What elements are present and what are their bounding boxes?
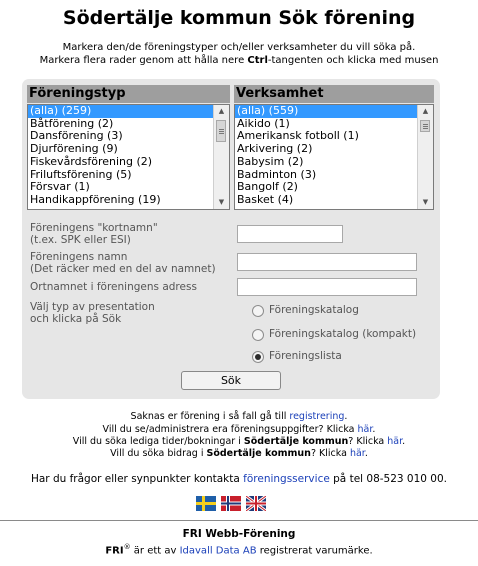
foreningstyp-items bbox=[28, 105, 229, 207]
verksamhet-option[interactable]: Bangolf (2) bbox=[237, 180, 298, 194]
administrate-link[interactable]: här bbox=[357, 424, 373, 435]
instruction-text: Markera flera rader genom att hålla nere bbox=[39, 55, 248, 66]
radio-label: Föreningskatalog (kompakt) bbox=[269, 328, 417, 340]
foreningstyp-listbox[interactable] bbox=[27, 104, 230, 210]
radio-label: Föreningskatalog bbox=[269, 304, 359, 316]
info-text: Vill du söka bidrag i bbox=[110, 448, 207, 459]
grip-icon bbox=[219, 133, 224, 134]
info-text: Vill du se/administrera era föreningsuppgifter? Klicka bbox=[102, 424, 358, 435]
kortnamn-hint: (t.ex. SPK eller ESI) bbox=[30, 234, 131, 246]
foreningstyp-option[interactable]: Båtförening (2) bbox=[30, 116, 114, 130]
grip-icon bbox=[219, 131, 224, 132]
verksamhet-header: Verksamhet bbox=[234, 85, 434, 103]
namn-hint: (Det räcker med en del av namnet) bbox=[30, 263, 216, 275]
radio-button[interactable] bbox=[252, 305, 264, 317]
info-text: Saknas er förening i så fall gå till bbox=[130, 411, 290, 422]
scroll-up-icon[interactable]: ▲ bbox=[218, 107, 225, 115]
kortnamn-input[interactable] bbox=[237, 225, 343, 243]
namn-input[interactable] bbox=[237, 253, 417, 271]
verksamhet-items bbox=[235, 105, 433, 207]
scroll-thumb[interactable] bbox=[420, 120, 430, 132]
grip-icon bbox=[219, 129, 224, 130]
footer-divider bbox=[0, 520, 478, 521]
info-text: ? Klicka bbox=[348, 436, 388, 447]
footer-trademark bbox=[0, 543, 478, 556]
trademark-text: är ett av bbox=[130, 545, 180, 557]
grip-icon bbox=[423, 126, 428, 127]
scroll-down-icon[interactable]: ▼ bbox=[422, 198, 429, 206]
contact-line bbox=[0, 473, 478, 485]
verksamhet-option[interactable]: Babysim (2) bbox=[237, 154, 304, 168]
info-text: . bbox=[402, 436, 406, 447]
contact-text: Har du frågor eller synpunkter kontakta bbox=[30, 473, 244, 485]
verksamhet-option[interactable]: Arkivering (2) bbox=[237, 142, 313, 156]
instruction-line-1: Markera den/de föreningstyper och/eller verksamheter du vill söka på. bbox=[62, 42, 416, 53]
presentation-label-line: Välj typ av presentation bbox=[30, 301, 155, 313]
instruction-text: -tangenten och klicka med musen bbox=[267, 55, 439, 66]
verksamhet-option[interactable]: Basket (4) bbox=[237, 192, 294, 206]
scroll-up-icon[interactable]: ▲ bbox=[422, 107, 429, 115]
info-text: . bbox=[344, 411, 348, 422]
verksamhet-option[interactable]: Aikido (1) bbox=[237, 116, 290, 130]
foreningstyp-header: Föreningstyp bbox=[27, 85, 230, 103]
info-text: ? Klicka bbox=[310, 448, 350, 459]
info-booking bbox=[0, 436, 478, 447]
verksamhet-option[interactable]: (alla) (559) bbox=[235, 105, 433, 118]
contact-text: på tel 08-523 010 00. bbox=[329, 473, 448, 485]
booking-link[interactable]: här bbox=[387, 436, 403, 447]
foreningstyp-option[interactable]: Fiskevårdsförening (2) bbox=[30, 154, 153, 168]
foreningstyp-option[interactable]: Djurförening (9) bbox=[30, 142, 118, 156]
radio-button[interactable] bbox=[252, 329, 264, 341]
grip-icon bbox=[423, 124, 428, 125]
verksamhet-listbox[interactable] bbox=[234, 104, 434, 210]
foreningstyp-scrollbar[interactable] bbox=[213, 105, 229, 209]
info-text: . bbox=[364, 448, 368, 459]
foreningstyp-option[interactable]: (alla) (259) bbox=[28, 105, 229, 118]
swedish-flag-icon[interactable] bbox=[196, 496, 216, 511]
verksamhet-scrollbar[interactable] bbox=[417, 105, 433, 209]
foreningstyp-option[interactable]: Dansförening (3) bbox=[30, 129, 123, 143]
norwegian-flag-icon[interactable] bbox=[221, 496, 241, 511]
foreningstyp-option[interactable]: Friluftsförening (5) bbox=[30, 167, 132, 181]
page-title: Södertälje kommun Sök förening bbox=[62, 7, 416, 29]
info-text: Vill du söka lediga tider/bokningar i bbox=[72, 436, 244, 447]
trademark-symbol: ® bbox=[123, 543, 131, 551]
presentation-label bbox=[30, 301, 155, 325]
info-administrate bbox=[0, 424, 478, 435]
registration-link[interactable]: registrering bbox=[289, 411, 345, 422]
info-bold-text: Södertälje kommun bbox=[206, 448, 311, 459]
radio-label: Föreningslista bbox=[269, 350, 342, 362]
kortnamn-label bbox=[30, 222, 158, 246]
grip-icon bbox=[423, 128, 428, 129]
namn-label-line: Föreningens namn bbox=[30, 251, 128, 263]
radio-selected-dot bbox=[255, 354, 261, 360]
trademark-name: FRI bbox=[105, 545, 124, 557]
instruction-line-2 bbox=[0, 55, 478, 66]
info-registration bbox=[0, 411, 478, 422]
ort-label: Ortnamnet i föreningens adress bbox=[30, 281, 197, 293]
scroll-down-icon[interactable]: ▼ bbox=[218, 198, 225, 206]
info-grants bbox=[0, 448, 478, 459]
foreningsservice-link[interactable]: föreningsservice bbox=[243, 473, 330, 485]
trademark-text: registrerat varumärke. bbox=[256, 545, 373, 557]
verksamhet-option[interactable]: Amerikansk fotboll (1) bbox=[237, 129, 359, 143]
ort-input[interactable] bbox=[237, 278, 417, 296]
idavall-link[interactable]: Idavall Data AB bbox=[179, 545, 257, 557]
presentation-label-line: och klicka på Sök bbox=[30, 313, 122, 325]
footer-product: FRI Webb-Förening bbox=[182, 528, 296, 540]
search-button[interactable]: Sök bbox=[181, 371, 281, 390]
info-bold-text: Södertälje kommun bbox=[243, 436, 349, 447]
verksamhet-option[interactable]: Badminton (3) bbox=[237, 167, 317, 181]
grants-link[interactable]: här bbox=[349, 448, 365, 459]
ctrl-key-text: Ctrl bbox=[247, 55, 268, 66]
scroll-thumb[interactable] bbox=[216, 120, 226, 142]
foreningstyp-option[interactable]: Försvar (1) bbox=[30, 180, 90, 194]
info-text: . bbox=[372, 424, 376, 435]
kortnamn-label-line: Föreningens "kortnamn" bbox=[30, 222, 158, 234]
namn-label bbox=[30, 251, 216, 275]
british-flag-icon[interactable] bbox=[246, 496, 266, 511]
radio-button-selected[interactable] bbox=[252, 351, 264, 363]
foreningstyp-option[interactable]: Handikappförening (19) bbox=[30, 192, 161, 206]
